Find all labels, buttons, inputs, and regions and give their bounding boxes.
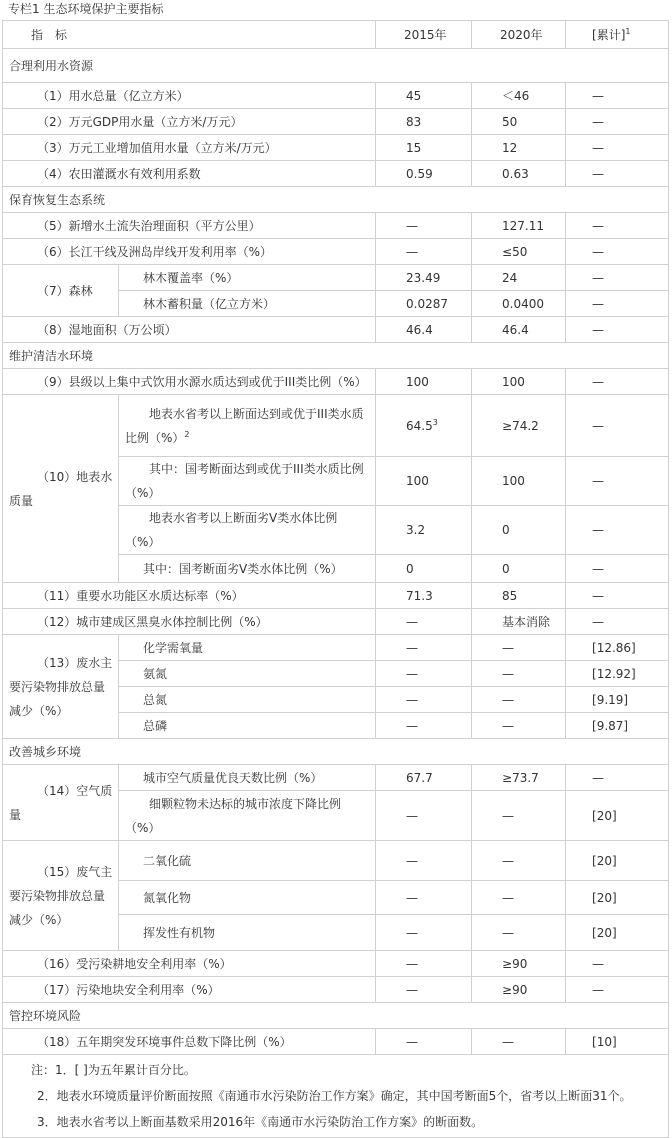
row-label-part: 比例（%） [125, 430, 185, 445]
group-label-line: （13）废水主 [37, 655, 113, 670]
value-2020: 0.0400 [472, 291, 566, 317]
footnote-sup: 3 [432, 417, 438, 427]
value-2020: — [472, 661, 566, 687]
section-title: 保育恢复生态系统 [3, 187, 669, 213]
value-2020: 12 [472, 135, 566, 161]
row-label: 氮氧化物 [119, 881, 376, 915]
row-label: 挥发性有机物 [119, 915, 376, 951]
value-2020: ≥73.7 [472, 765, 566, 791]
value-2020: 46.4 [472, 317, 566, 343]
value-2015: — [376, 661, 472, 687]
row-label: （8）湿地面积（万公顷） [3, 317, 376, 343]
row-label: （6）长江干线及洲岛岸线开发利用率（%） [3, 239, 376, 265]
group-label-line: 要污染物排放总量 [9, 679, 106, 694]
value-cumulative: — [566, 213, 669, 239]
value-2015: 100 [376, 369, 472, 395]
value-2020: 0.63 [472, 161, 566, 187]
value-2015: — [376, 609, 472, 635]
row-label: 氨氮 [119, 661, 376, 687]
group-label-line: 减少（%） [9, 703, 69, 718]
table-caption: 专栏1 生态环境保护主要指标 [8, 2, 164, 16]
group-label-line: 质量 [9, 493, 34, 508]
group-label-line: （14）空气质 [37, 783, 113, 798]
value-2015: — [376, 239, 472, 265]
value-2020: ≥74.2 [472, 395, 566, 457]
table-row [3, 977, 669, 1003]
section-row [3, 343, 669, 369]
section-row [3, 1003, 669, 1029]
row-label: 城市空气质量优良天数比例（%） [119, 765, 376, 791]
value-2015: — [376, 951, 472, 977]
table-row [3, 583, 669, 609]
note-2: 2．地表水环境质量评价断面按照《南通市水污染防治工作方案》确定，其中国考断面5个，省考以上断面31个。 [37, 1089, 632, 1103]
value-2015: 0.59 [376, 161, 472, 187]
group-label [3, 765, 119, 841]
header-row [3, 21, 669, 49]
value-2020: — [472, 791, 566, 841]
value-2020: — [472, 881, 566, 915]
value-2015: 83 [376, 109, 472, 135]
row-label: （12）城市建成区黑臭水体控制比例（%） [3, 609, 376, 635]
group-label-line: 要污染物排放总量 [9, 888, 106, 903]
value-cumulative: — [566, 555, 669, 583]
value-2015 [376, 395, 472, 457]
section-row [3, 187, 669, 213]
row-label-line: 其中：国考断面达到或优于III类水质比例 [149, 462, 364, 476]
section-title: 维护清洁水环境 [3, 343, 669, 369]
row-label: （17）污染地块安全利用率（%） [3, 977, 376, 1003]
table-row [3, 395, 669, 457]
row-label: （18）五年期突发环境事件总数下降比例（%） [3, 1029, 376, 1055]
group-label-line: 减少（%） [9, 912, 69, 927]
indicator-table [2, 20, 669, 1138]
value-2015: 3.2 [376, 506, 472, 555]
value-cumulative: [20] [566, 915, 669, 951]
header-2020: 2020年 [472, 21, 566, 49]
value-cumulative: — [566, 609, 669, 635]
header-cumulative [566, 21, 669, 49]
table-row [3, 265, 669, 291]
section-title: 合理利用水资源 [3, 49, 669, 83]
value-cumulative: — [566, 83, 669, 109]
table-row [3, 161, 669, 187]
value-2020: 0 [472, 506, 566, 555]
note-1: 注：1．[ ]为五年累计百分比。 [31, 1063, 196, 1077]
value-cumulative: — [566, 135, 669, 161]
table-row [3, 635, 669, 661]
row-label: （1）用水总量（亿立方米） [3, 83, 376, 109]
section-title: 管控环境风险 [3, 1003, 669, 1029]
value-2020: 基本消除 [472, 609, 566, 635]
value-2020: — [472, 841, 566, 881]
table-row [3, 369, 669, 395]
row-label: （3）万元工业增加值用水量（立方米/万元） [3, 135, 376, 161]
row-label: （16）受污染耕地安全利用率（%） [3, 951, 376, 977]
value-2020: 85 [472, 583, 566, 609]
value-cumulative: [20] [566, 791, 669, 841]
table-row [3, 109, 669, 135]
table-row [3, 317, 669, 343]
group-label-line: （15）废气主 [37, 864, 113, 879]
cumulative-sup: 1 [625, 26, 631, 36]
table-row [3, 239, 669, 265]
value-2015: — [376, 635, 472, 661]
value-2020: ≥90 [472, 977, 566, 1003]
row-label: （2）万元GDP用水量（立方米/万元） [3, 109, 376, 135]
value-cumulative: — [566, 109, 669, 135]
value-cumulative: — [566, 583, 669, 609]
value-cumulative: [20] [566, 841, 669, 881]
value-2020: ≥90 [472, 951, 566, 977]
group-label: （7）森林 [3, 265, 119, 317]
value-2015: — [376, 1029, 472, 1055]
header-indicator: 指 标 [3, 21, 376, 49]
value-2015: 15 [376, 135, 472, 161]
table-row [3, 609, 669, 635]
value-cumulative: — [566, 506, 669, 555]
value-2020: — [472, 1029, 566, 1055]
footnote-sup: 2 [184, 429, 190, 439]
section-title: 改善城乡环境 [3, 739, 669, 765]
note-3: 3．地表水省考以上断面基数采用2016年《南通市水污染防治工作方案》的断面数。 [37, 1115, 484, 1129]
row-label: 总氮 [119, 687, 376, 713]
value-2015: 45 [376, 83, 472, 109]
section-row [3, 739, 669, 765]
value-cumulative: [12.92] [566, 661, 669, 687]
table-row [3, 841, 669, 881]
value-2020: 0 [472, 555, 566, 583]
value-2015: 46.4 [376, 317, 472, 343]
value-2015: — [376, 687, 472, 713]
table-row [3, 951, 669, 977]
value-2015: 67.7 [376, 765, 472, 791]
row-label-line [125, 426, 375, 450]
value-cumulative: — [566, 161, 669, 187]
row-label [119, 791, 376, 841]
header-2015: 2015年 [376, 21, 472, 49]
group-label [3, 635, 119, 739]
row-label [119, 395, 376, 457]
value-2015: — [376, 977, 472, 1003]
value-cumulative: — [566, 951, 669, 977]
value-2015: — [376, 881, 472, 915]
value-2015: — [376, 915, 472, 951]
row-label: 总磷 [119, 713, 376, 739]
group-label-line: （10）地表水 [37, 469, 113, 484]
value-2015: — [376, 841, 472, 881]
value-2015: 23.49 [376, 265, 472, 291]
row-label: （4）农田灌溉水有效利用系数 [3, 161, 376, 187]
group-label-line: 量 [9, 807, 22, 822]
value-2020: 100 [472, 457, 566, 506]
value-2020: — [472, 915, 566, 951]
value-cumulative: — [566, 265, 669, 291]
table-row [3, 765, 669, 791]
row-label: 其中：国考断面劣V类水体比例（%） [119, 555, 376, 583]
value-2020: ≤50 [472, 239, 566, 265]
table-row [3, 213, 669, 239]
row-label: 二氧化硫 [119, 841, 376, 881]
value-2020: — [472, 713, 566, 739]
value-cumulative: [9.87] [566, 713, 669, 739]
value-2020: 127.11 [472, 213, 566, 239]
row-label: （11）重要水功能区水质达标率（%） [3, 583, 376, 609]
value-cumulative: [9.19] [566, 687, 669, 713]
row-label: 林木覆盖率（%） [119, 265, 376, 291]
row-label-line: 细颗粒物未达标的城市浓度下降比例 [149, 796, 342, 811]
section-row [3, 49, 669, 83]
value-cumulative: [12.86] [566, 635, 669, 661]
value-2015: — [376, 713, 472, 739]
table-row [3, 83, 669, 109]
value-cumulative: — [566, 395, 669, 457]
value-2015: — [376, 791, 472, 841]
cumulative-label: [累计] [592, 27, 626, 42]
value-part: 64.5 [406, 418, 433, 433]
row-label: （5）新增水土流失治理面积（平方公里） [3, 213, 376, 239]
group-label [3, 841, 119, 951]
value-cumulative: — [566, 317, 669, 343]
table-row [3, 135, 669, 161]
value-cumulative: — [566, 291, 669, 317]
row-label [119, 457, 376, 506]
value-cumulative: [20] [566, 881, 669, 915]
row-label [119, 506, 376, 555]
value-2020: 100 [472, 369, 566, 395]
row-label-line: 地表水省考以上断面劣V类水体比例 [149, 511, 338, 525]
row-label-line: （%） [125, 535, 161, 549]
value-cumulative: — [566, 457, 669, 506]
value-2020: — [472, 687, 566, 713]
value-2015: 0.0287 [376, 291, 472, 317]
row-label-line: （%） [125, 486, 161, 500]
notes-cell [3, 1055, 669, 1138]
value-2020: — [472, 635, 566, 661]
value-cumulative: — [566, 369, 669, 395]
value-2020: 50 [472, 109, 566, 135]
table-row [3, 1029, 669, 1055]
value-cumulative: — [566, 765, 669, 791]
group-label [3, 395, 119, 583]
value-cumulative: — [566, 977, 669, 1003]
value-2015: — [376, 213, 472, 239]
row-label-line: （%） [125, 820, 161, 835]
value-2015: 71.3 [376, 583, 472, 609]
value-cumulative: [10] [566, 1029, 669, 1055]
value-2020: ＜46 [472, 83, 566, 109]
value-2015: 0 [376, 555, 472, 583]
row-label: 化学需氧量 [119, 635, 376, 661]
row-label: 林木蓄积量（亿立方米） [119, 291, 376, 317]
row-label: （9）县级以上集中式饮用水源水质达到或优于III类比例（%） [3, 369, 376, 395]
row-label-line: 地表水省考以上断面达到或优于III类水质 [149, 406, 364, 421]
value-2020: 24 [472, 265, 566, 291]
notes-row [3, 1055, 669, 1138]
value-2015: 100 [376, 457, 472, 506]
value-cumulative: — [566, 239, 669, 265]
